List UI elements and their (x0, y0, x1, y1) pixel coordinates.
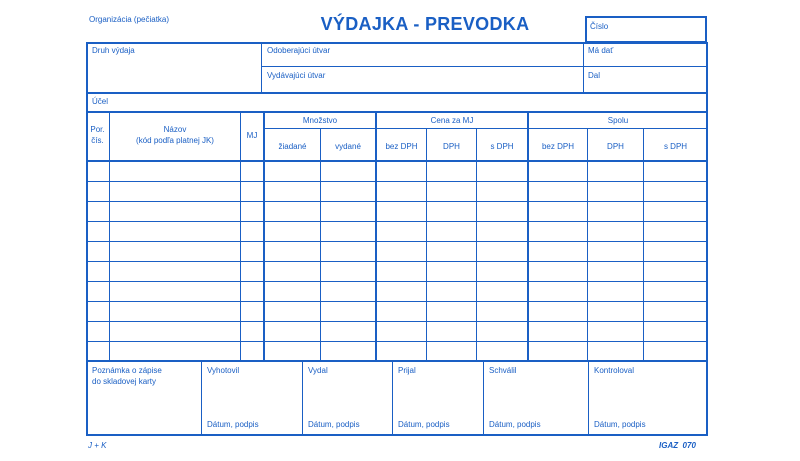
table-row (86, 201, 708, 202)
group-total: Spolu (607, 116, 629, 125)
table-row (86, 221, 708, 222)
table-row (86, 181, 708, 182)
total-excl-vat: bez DPH (541, 142, 574, 151)
checked-date-signature: Dátum, podpis (594, 420, 646, 429)
table-row (86, 281, 708, 282)
footer-divider (302, 361, 303, 436)
form-code: IGAZ 070 (659, 441, 696, 450)
receiving-unit-label: Odoberajúci útvar (267, 46, 331, 55)
footer-divider (588, 361, 589, 436)
col-line (240, 112, 241, 361)
approved-date-signature: Dátum, podpis (489, 420, 541, 429)
credit-label: Dal (588, 71, 601, 80)
price-vat: DPH (443, 142, 460, 151)
col-name-line2: (kód podľa platnej JK) (136, 136, 214, 145)
divider (583, 42, 584, 93)
table-row (86, 301, 708, 302)
issued-date-signature: Dátum, podpis (308, 420, 360, 429)
footer-divider (483, 361, 484, 436)
price-incl-vat: s DPH (490, 142, 514, 151)
col-line (426, 128, 427, 361)
col-no-line1: Por. (90, 125, 105, 134)
purpose-label: Účel (92, 97, 109, 106)
divider (264, 128, 707, 129)
number-label: Číslo (590, 22, 609, 31)
col-line (320, 128, 321, 361)
table-row (86, 261, 708, 262)
organization-label: Organizácia (pečiatka) (89, 15, 170, 24)
total-incl-vat: s DPH (663, 142, 688, 151)
table-row (86, 241, 708, 242)
prepared-label: Vyhotovil (207, 366, 240, 375)
received-date-signature: Dátum, podpis (398, 420, 450, 429)
checked-label: Kontroloval (594, 366, 635, 375)
issuing-unit-label: Vydávajúci útvar (267, 71, 326, 80)
total-vat: DPH (607, 142, 624, 151)
col-line (643, 128, 644, 361)
divider (261, 42, 262, 93)
divider (86, 111, 708, 113)
divider (86, 92, 708, 94)
note-line2: do skladovej karty (92, 377, 157, 386)
form-title: VÝDAJKA - PREVODKA (320, 14, 530, 34)
quantity-requested: žiadané (278, 142, 307, 151)
footer-divider (392, 361, 393, 436)
debit-label: Má dať (588, 46, 614, 55)
col-unit: MJ (246, 131, 258, 140)
table-bottom (86, 360, 708, 362)
issue-type-label: Druh výdaja (92, 46, 135, 55)
divider (261, 66, 707, 67)
group-quantity: Množstvo (302, 116, 338, 125)
table-row (86, 341, 708, 342)
col-line (109, 112, 110, 361)
divider (86, 160, 708, 162)
received-label: Prijal (398, 366, 416, 375)
form-frame (86, 42, 708, 436)
price-excl-vat: bez DPH (385, 142, 418, 151)
prepared-date-signature: Dátum, podpis (207, 420, 259, 429)
col-no-line2: čís. (91, 136, 104, 145)
publisher-mark: J + K (88, 441, 107, 450)
footer-divider (201, 361, 202, 436)
quantity-issued: vydané (335, 142, 361, 151)
issued-label: Vydal (308, 366, 328, 375)
col-name-line1: Názov (163, 125, 187, 134)
note-line1: Poznámka o zápise (92, 366, 162, 375)
col-line (587, 128, 588, 361)
table-row (86, 321, 708, 322)
col-line (476, 128, 477, 361)
approved-label: Schválil (489, 366, 517, 375)
group-unit-price: Cena za MJ (430, 116, 474, 125)
